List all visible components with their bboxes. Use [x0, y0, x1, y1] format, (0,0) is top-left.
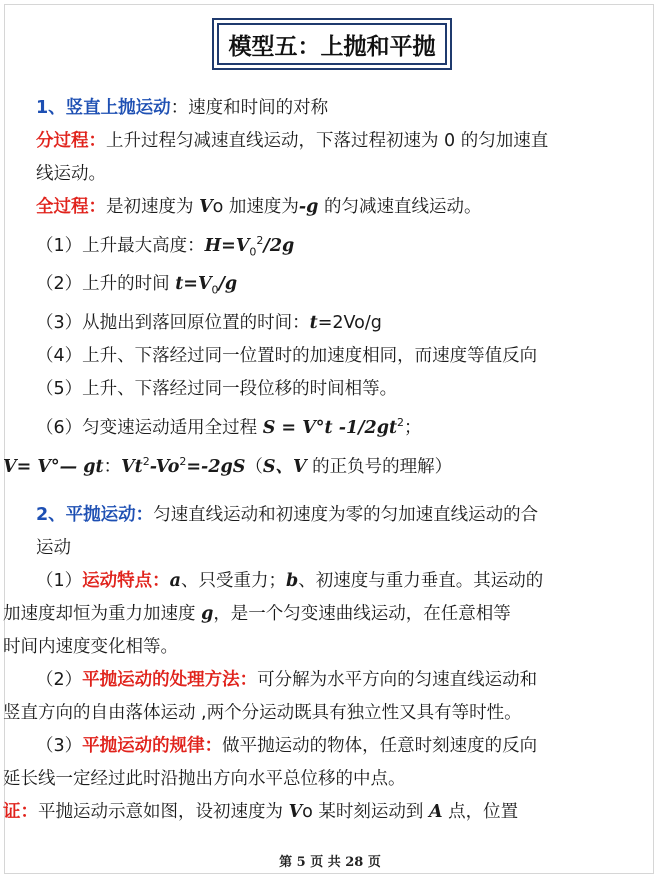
whole-text-a: 是初速度为 — [106, 197, 200, 217]
whole-process-label: 全过程： — [36, 197, 106, 217]
section-1-subtitle: ：速度和时间的对称 — [170, 98, 329, 118]
whole-text-b: 加速度为 — [223, 197, 299, 217]
item-4: （4）上升、下落经过同一位置时的加速度相同，而速度等值反向 — [36, 345, 538, 366]
footer-a: 第 — [279, 855, 297, 870]
vt-formula: Vt — [121, 456, 143, 477]
point-1-line2-a: 加速度却恒为重力加速度 — [3, 604, 202, 625]
section-gap — [36, 483, 628, 499]
item-5: （5）上升、下落经过同一段位移的时间相等。 — [36, 378, 398, 399]
item-3 — [36, 307, 628, 340]
section-1-heading — [36, 92, 628, 125]
footer-total-pages: 28 — [345, 855, 364, 870]
page-title: 模型五：上抛和平抛 — [217, 23, 447, 65]
point-1-prefix: （1） — [36, 571, 83, 592]
item-1-formula: H=V — [204, 235, 250, 256]
proof-b: 某时刻运动到 — [312, 802, 429, 823]
point-1-line-3: 时间内速度变化相等。 — [3, 637, 178, 658]
proof-v: V — [288, 802, 303, 823]
item-6-formula-b: = V°t — [275, 417, 333, 438]
gs-formula: =-2gS — [186, 456, 246, 477]
item-2 — [36, 268, 628, 307]
point-3-line-1 — [36, 730, 628, 763]
sign-note: 的正负号的理解） — [306, 456, 453, 477]
part-process-line-2: 线运动。 — [36, 164, 106, 184]
point-2-prefix: （2） — [36, 670, 83, 691]
section-2-subtitle: 匀速直线运动和初速度为零的匀加速直线运动的合 — [153, 505, 539, 526]
point-2-line-2: 竖直方向的自由落体运动 ,两个分运动既具有独立性又具有等时性。 — [3, 703, 522, 724]
section-1-title: 1、竖直上抛运动 — [36, 98, 171, 118]
point-1-line-2 — [3, 598, 628, 631]
point-2-text: 可分解为水平方向的匀速直线运动和 — [257, 670, 538, 691]
item-2-prefix: （2）上升的时间 — [36, 274, 176, 295]
page-footer — [0, 851, 660, 870]
whole-text-c: 的匀减速直线运动。 — [318, 197, 482, 217]
item-1-prefix: （1）上升最大高度： — [36, 235, 205, 256]
point-2-line-1 — [36, 664, 628, 697]
velocity-sep: ： — [103, 456, 122, 477]
part-process-line-1 — [36, 125, 628, 158]
section-2-heading-line-2: 运动 — [36, 538, 71, 559]
paren-open: （ — [245, 456, 263, 477]
item-2-formula: t=V — [175, 274, 212, 295]
item-3-tail: =2Vo/g — [317, 312, 382, 333]
whole-v0: V — [199, 197, 213, 217]
point-3-text: 做平抛运动的物体，任意时刻速度的反向 — [222, 736, 538, 757]
point-1-line2-b: ，是一个匀变速曲线运动，在任意相等 — [213, 604, 511, 625]
point-1-d: 、初速度与重力垂直。其运动的 — [298, 571, 544, 592]
vo-sup: 2 — [179, 454, 187, 468]
proof-c: 点，位置 — [442, 802, 519, 823]
point-1-c: b — [285, 571, 299, 592]
item-6-tail: ； — [404, 417, 422, 438]
item-6 — [36, 406, 628, 445]
section-2-heading — [36, 499, 628, 532]
footer-c: 页 — [363, 855, 381, 870]
vt-sup: 2 — [142, 454, 150, 468]
proof-a: 平抛运动示意如图，设初速度为 — [38, 802, 289, 823]
proof-v-tail: o — [302, 802, 313, 823]
item-3-prefix: （3）从抛出到落回原位置的时间： — [36, 312, 310, 333]
item-1 — [36, 224, 628, 268]
point-1-line2-g: g — [201, 604, 214, 625]
point-3-line-2: 延长线一定经过此时沿抛出方向水平总位移的中点。 — [3, 769, 406, 790]
item-2-tail: /g — [218, 274, 238, 295]
item-6-formula-a: S — [262, 417, 276, 438]
whole-v0-tail: o — [212, 197, 224, 217]
vo-formula: -Vo — [149, 456, 180, 477]
velocity-formula-line — [3, 445, 628, 484]
item-1-tail: /2g — [263, 235, 295, 256]
point-1-line-1 — [36, 565, 628, 598]
point-3-prefix: （3） — [36, 736, 83, 757]
point-3-label: 平抛运动的规律： — [82, 736, 223, 757]
section-2-title: 2、平抛运动： — [36, 505, 154, 526]
content — [3, 92, 628, 829]
whole-g: -g — [298, 197, 319, 217]
proof-label: 证： — [3, 802, 38, 823]
point-1-label: 运动特点： — [82, 571, 170, 592]
part-process-label: 分过程： — [36, 131, 106, 151]
item-3-formula: t — [309, 312, 318, 333]
item-6-prefix: （6）匀变速运动适用全过程 — [36, 417, 263, 438]
velocity-formula: V= V°— gt — [3, 456, 104, 477]
item-6-formula-c: -1/2gt — [332, 417, 398, 438]
title-box — [212, 18, 452, 70]
footer-b: 页 共 — [305, 855, 346, 870]
part-process-text: 上升过程匀减速直线运动，下落过程初速为 0 的匀加速直 — [106, 131, 549, 151]
point-1-a: a — [169, 571, 181, 592]
sv-symbols: S、V — [262, 456, 307, 477]
point-2-label: 平抛运动的处理方法： — [82, 670, 258, 691]
point-1-b: 、只受重力； — [180, 571, 286, 592]
proof-point-a: A — [429, 802, 443, 823]
whole-process-line — [36, 191, 628, 224]
item-1-sup: 2 — [256, 234, 264, 247]
item-1-sub: 0 — [249, 245, 257, 259]
item-6-sup: 2 — [397, 415, 405, 429]
item-2-sub: 0 — [211, 283, 219, 297]
proof-line — [3, 796, 628, 829]
footer-page-number: 5 — [296, 855, 306, 870]
